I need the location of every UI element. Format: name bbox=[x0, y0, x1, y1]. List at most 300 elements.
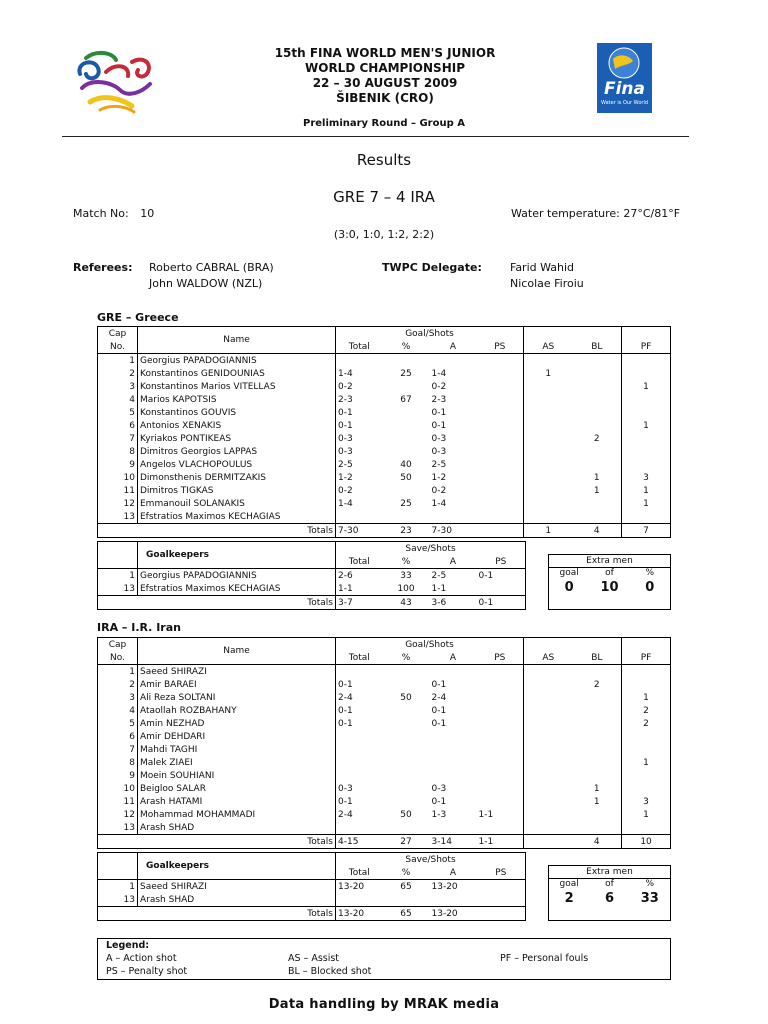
player-name: Emmanouil SOLANAKIS bbox=[138, 497, 336, 510]
goal-pct: 25 bbox=[400, 368, 412, 379]
totals-label: Totals bbox=[138, 835, 336, 849]
pf-header: PF bbox=[622, 340, 671, 354]
player-row bbox=[98, 367, 671, 380]
penalty-saves bbox=[477, 880, 526, 894]
goal-pct bbox=[383, 756, 430, 769]
goalkeepers-header: Goalkeepers bbox=[138, 542, 336, 569]
cap-number: 1 bbox=[98, 354, 138, 368]
personal-fouls bbox=[622, 510, 671, 524]
personal-fouls: 3 bbox=[622, 471, 671, 484]
player-row bbox=[98, 717, 671, 730]
penalty-shots bbox=[477, 419, 524, 432]
player-name: Dimonsthenis DERMITZAKIS bbox=[138, 471, 336, 484]
goal-total: 1-2 bbox=[336, 471, 383, 484]
player-name: Mahdi TAGHI bbox=[138, 743, 336, 756]
extra-men-values bbox=[549, 578, 670, 598]
extra-men-values bbox=[549, 889, 670, 909]
personal-fouls: 2 bbox=[622, 717, 671, 730]
action-shots bbox=[430, 769, 477, 782]
personal-fouls bbox=[622, 821, 671, 835]
player-row bbox=[98, 821, 671, 835]
goal-pct bbox=[383, 445, 430, 458]
blocked-shots bbox=[573, 808, 622, 821]
goalkeeper-name: Georgius PAPADOGIANNIS bbox=[138, 569, 336, 583]
goal-total: 0-1 bbox=[336, 704, 383, 717]
action-shots bbox=[430, 756, 477, 769]
goal-pct bbox=[383, 769, 430, 782]
cap-number: 9 bbox=[98, 769, 138, 782]
title-line: ŠIBENIK (CRO) bbox=[336, 91, 434, 105]
player-name: Moein SOUHIANI bbox=[138, 769, 336, 782]
penalty-shots bbox=[477, 445, 524, 458]
ps-header: PS bbox=[477, 340, 524, 354]
personal-fouls: 1 bbox=[622, 691, 671, 704]
cap-number: 5 bbox=[98, 406, 138, 419]
cap-number: 5 bbox=[98, 717, 138, 730]
extra-pct-value: 0 bbox=[645, 580, 655, 595]
total-header: Total bbox=[336, 866, 383, 880]
cap-number: 9 bbox=[98, 458, 138, 471]
player-row bbox=[98, 497, 671, 510]
assists bbox=[524, 756, 573, 769]
player-name: Marios KAPOTSIS bbox=[138, 393, 336, 406]
goal-total bbox=[336, 743, 383, 756]
goal-pct bbox=[383, 717, 430, 730]
action-shots: 0-1 bbox=[431, 796, 447, 807]
assists bbox=[524, 782, 573, 795]
goal-total: 0-1 bbox=[336, 678, 383, 691]
assists bbox=[524, 510, 573, 524]
assists bbox=[524, 484, 573, 497]
goal-shots-header: Goal/Shots bbox=[336, 327, 524, 341]
player-name: Dimitros TIGKAS bbox=[138, 484, 336, 497]
totals-label: Totals bbox=[138, 596, 336, 610]
penalty-shots bbox=[477, 406, 524, 419]
penalty-saves: 0-1 bbox=[477, 569, 526, 583]
action-shots: 0-3 bbox=[431, 433, 447, 444]
bl-header: BL bbox=[573, 651, 622, 665]
goal-pct bbox=[383, 678, 430, 691]
cap-header: Cap bbox=[98, 327, 138, 341]
player-row bbox=[98, 354, 671, 368]
gk-spacer bbox=[98, 866, 138, 880]
player-name: Ataollah ROZBAHANY bbox=[138, 704, 336, 717]
personal-fouls: 1 bbox=[622, 756, 671, 769]
totals-spacer bbox=[98, 596, 138, 610]
totals-a: 7-30 bbox=[430, 524, 477, 538]
goalkeeper-name: Arash SHAD bbox=[138, 893, 336, 907]
footer-credit: Data handling by MRAK media bbox=[268, 997, 500, 1012]
action-shots: 2-5 bbox=[431, 459, 447, 470]
action-shots: 0-1 bbox=[431, 407, 447, 418]
extra-men-labels bbox=[549, 879, 670, 889]
goalkeeper-rows bbox=[98, 880, 526, 907]
assists bbox=[524, 471, 573, 484]
total-header: Total bbox=[336, 651, 383, 665]
header-divider bbox=[62, 136, 689, 137]
action-shots bbox=[430, 743, 477, 756]
player-row bbox=[98, 380, 671, 393]
totals-pct: 27 bbox=[383, 835, 430, 849]
cap-number: 12 bbox=[98, 497, 138, 510]
title-line: 22 – 30 AUGUST 2009 bbox=[312, 76, 458, 90]
match-number bbox=[73, 207, 154, 220]
referee-name: Roberto CABRAL (BRA) bbox=[149, 261, 274, 274]
player-rows bbox=[98, 665, 671, 835]
action-shots: 0-1 bbox=[431, 705, 447, 716]
penalty-saves bbox=[477, 893, 526, 907]
penalty-shots bbox=[477, 795, 524, 808]
delegate-name: Nicolae Firoiu bbox=[510, 277, 584, 290]
championship-logo bbox=[72, 48, 158, 114]
save-total: 13-20 bbox=[336, 880, 383, 894]
goal-pct bbox=[383, 484, 430, 497]
cap-number: 10 bbox=[98, 471, 138, 484]
totals-spacer bbox=[98, 524, 138, 538]
personal-fouls: 1 bbox=[622, 484, 671, 497]
action-saves: 2-5 bbox=[430, 569, 477, 583]
player-name: Ali Reza SOLTANI bbox=[138, 691, 336, 704]
blank-header bbox=[622, 327, 671, 341]
goal-pct bbox=[383, 510, 430, 524]
goal-total: 0-3 bbox=[336, 782, 383, 795]
extra-goal-value: 0 bbox=[564, 580, 574, 595]
totals-spacer bbox=[98, 835, 138, 849]
goalkeeper-row bbox=[98, 893, 526, 907]
delegate-label: TWPC Delegate: bbox=[382, 261, 482, 274]
goal-pct bbox=[383, 730, 430, 743]
save-pct: 100 bbox=[397, 583, 415, 594]
personal-fouls bbox=[622, 458, 671, 471]
goal-pct bbox=[383, 406, 430, 419]
penalty-saves bbox=[477, 582, 526, 596]
championship-title bbox=[220, 46, 550, 106]
goal-total: 0-3 bbox=[336, 432, 383, 445]
cap-number: 11 bbox=[98, 795, 138, 808]
player-row bbox=[98, 704, 671, 717]
legend-box bbox=[97, 938, 671, 980]
cap-number: 1 bbox=[98, 880, 138, 894]
goalkeeper-row bbox=[98, 880, 526, 894]
action-shots bbox=[430, 821, 477, 835]
blocked-shots bbox=[573, 717, 622, 730]
cap-number: 12 bbox=[98, 808, 138, 821]
action-shots: 1-4 bbox=[431, 368, 447, 379]
goal-pct bbox=[383, 380, 430, 393]
player-row bbox=[98, 795, 671, 808]
player-row bbox=[98, 432, 671, 445]
personal-fouls bbox=[622, 743, 671, 756]
referee-name: John WALDOW (NZL) bbox=[149, 277, 263, 290]
action-shots: 0-2 bbox=[431, 381, 447, 392]
period-scores: (3:0, 1:0, 1:2, 2:2) bbox=[333, 228, 435, 241]
personal-fouls: 1 bbox=[622, 380, 671, 393]
player-name: Mohammad MOHAMMADI bbox=[138, 808, 336, 821]
match-number-value: 10 bbox=[140, 207, 155, 220]
blocked-shots bbox=[573, 354, 622, 368]
player-name: Amir BARAEI bbox=[138, 678, 336, 691]
gk-spacer bbox=[98, 542, 138, 556]
legend-item: AS – Assist bbox=[288, 953, 340, 964]
fina-logo-text: Fina bbox=[603, 79, 645, 99]
cap-number: 8 bbox=[98, 756, 138, 769]
blocked-shots bbox=[573, 497, 622, 510]
blocked-shots: 1 bbox=[573, 484, 622, 497]
action-shots bbox=[430, 510, 477, 524]
penalty-shots bbox=[477, 458, 524, 471]
assists bbox=[524, 497, 573, 510]
goal-pct bbox=[383, 432, 430, 445]
assists bbox=[524, 678, 573, 691]
assists bbox=[524, 432, 573, 445]
globe-icon bbox=[597, 43, 652, 79]
penalty-shots bbox=[477, 678, 524, 691]
action-shots: 2-3 bbox=[431, 394, 447, 405]
save-pct bbox=[383, 893, 430, 907]
player-row bbox=[98, 743, 671, 756]
no-header: No. bbox=[98, 651, 138, 665]
blocked-shots: 1 bbox=[573, 795, 622, 808]
penalty-shots bbox=[477, 756, 524, 769]
player-row bbox=[98, 808, 671, 821]
cap-number: 1 bbox=[98, 569, 138, 583]
player-row bbox=[98, 445, 671, 458]
of-label: of bbox=[605, 879, 614, 889]
personal-fouls bbox=[622, 367, 671, 380]
personal-fouls bbox=[622, 665, 671, 679]
blocked-shots bbox=[573, 691, 622, 704]
title-line: WORLD CHAMPIONSHIP bbox=[305, 61, 465, 75]
goal-shots-header: Goal/Shots bbox=[336, 638, 524, 652]
cap-number: 2 bbox=[98, 678, 138, 691]
results-title: Results bbox=[356, 151, 412, 169]
totals-pf: 7 bbox=[622, 524, 671, 538]
personal-fouls: 1 bbox=[622, 808, 671, 821]
action-shots: 0-1 bbox=[431, 679, 447, 690]
action-shots: 0-3 bbox=[431, 783, 447, 794]
goal-total: 0-1 bbox=[336, 419, 383, 432]
goalkeepers-table bbox=[97, 852, 526, 921]
personal-fouls: 2 bbox=[622, 704, 671, 717]
a-header: A bbox=[430, 555, 477, 569]
penalty-shots bbox=[477, 354, 524, 368]
match-score: GRE 7 – 4 IRA bbox=[333, 188, 435, 206]
goal-pct bbox=[383, 743, 430, 756]
cap-number: 3 bbox=[98, 691, 138, 704]
name-header: Name bbox=[138, 327, 336, 354]
totals-ps bbox=[477, 524, 524, 538]
cap-number: 1 bbox=[98, 665, 138, 679]
goal-pct: 50 bbox=[400, 692, 412, 703]
personal-fouls: 1 bbox=[622, 497, 671, 510]
cap-number: 7 bbox=[98, 432, 138, 445]
goal-pct bbox=[383, 704, 430, 717]
penalty-shots bbox=[477, 380, 524, 393]
assists bbox=[524, 393, 573, 406]
blocked-shots bbox=[573, 380, 622, 393]
totals-as bbox=[524, 835, 573, 849]
blocked-shots bbox=[573, 730, 622, 743]
gk-totals-pct: 43 bbox=[383, 596, 430, 610]
save-pct: 65 bbox=[383, 880, 430, 894]
pct-label: % bbox=[645, 879, 655, 889]
blocked-shots bbox=[573, 704, 622, 717]
round-subtitle: Preliminary Round – Group A bbox=[303, 118, 465, 129]
a-header: A bbox=[430, 866, 477, 880]
assists bbox=[524, 380, 573, 393]
blank-header bbox=[524, 638, 622, 652]
assists bbox=[524, 458, 573, 471]
totals-spacer bbox=[98, 907, 138, 921]
referees-label: Referees: bbox=[73, 261, 133, 274]
penalty-shots bbox=[477, 743, 524, 756]
totals-pct: 23 bbox=[383, 524, 430, 538]
personal-fouls: 3 bbox=[622, 795, 671, 808]
total-header: Total bbox=[336, 340, 383, 354]
penalty-shots bbox=[477, 769, 524, 782]
action-shots bbox=[430, 730, 477, 743]
action-shots: 0-1 bbox=[431, 718, 447, 729]
legend-item: BL – Blocked shot bbox=[288, 966, 372, 977]
gk-totals-a: 3-6 bbox=[430, 596, 477, 610]
ps-header: PS bbox=[477, 866, 526, 880]
team-title: GRE – Greece bbox=[97, 311, 179, 324]
pct-header: % bbox=[383, 866, 430, 880]
legend-title: Legend: bbox=[106, 940, 150, 951]
action-shots: 2-4 bbox=[431, 692, 447, 703]
blank-header bbox=[622, 638, 671, 652]
goalkeeper-name: Saeed SHIRAZI bbox=[138, 880, 336, 894]
player-name: Konstantinos Marios VITELLAS bbox=[138, 380, 336, 393]
blocked-shots: 2 bbox=[573, 678, 622, 691]
player-row bbox=[98, 393, 671, 406]
blocked-shots bbox=[573, 769, 622, 782]
personal-fouls bbox=[622, 354, 671, 368]
extra-men-box bbox=[548, 554, 671, 610]
water-temperature: Water temperature: 27°C/81°F bbox=[511, 207, 681, 220]
blocked-shots bbox=[573, 510, 622, 524]
blocked-shots bbox=[573, 393, 622, 406]
match-number-label: Match No: bbox=[73, 207, 129, 220]
totals-label: Totals bbox=[138, 524, 336, 538]
personal-fouls bbox=[622, 432, 671, 445]
cap-number: 6 bbox=[98, 730, 138, 743]
action-shots bbox=[430, 665, 477, 679]
action-shots bbox=[430, 354, 477, 368]
player-row bbox=[98, 484, 671, 497]
delegate-name: Farid Wahid bbox=[510, 261, 575, 274]
extra-men-box bbox=[548, 865, 671, 921]
personal-fouls bbox=[622, 782, 671, 795]
goal-total: 0-1 bbox=[336, 795, 383, 808]
player-name: Saeed SHIRAZI bbox=[138, 665, 336, 679]
blocked-shots bbox=[573, 458, 622, 471]
personal-fouls bbox=[622, 769, 671, 782]
player-row bbox=[98, 756, 671, 769]
save-shots-header: Save/Shots bbox=[336, 542, 526, 556]
penalty-shots: 1-1 bbox=[477, 808, 524, 821]
totals-total: 7-30 bbox=[336, 524, 383, 538]
player-row bbox=[98, 419, 671, 432]
title-line: 15th FINA WORLD MEN'S JUNIOR bbox=[274, 46, 496, 60]
goal-pct: 50 bbox=[400, 472, 412, 483]
player-name: Konstantinos GOUVIS bbox=[138, 406, 336, 419]
cap-number: 4 bbox=[98, 393, 138, 406]
goal-total bbox=[336, 354, 383, 368]
personal-fouls: 1 bbox=[622, 419, 671, 432]
blocked-shots: 1 bbox=[573, 471, 622, 484]
team-title: IRA – I.R. Iran bbox=[97, 621, 181, 634]
goal-label: goal bbox=[559, 879, 579, 889]
goal-total bbox=[336, 510, 383, 524]
player-name: Amin NEZHAD bbox=[138, 717, 336, 730]
penalty-shots bbox=[477, 730, 524, 743]
gk-spacer bbox=[98, 853, 138, 867]
penalty-shots bbox=[477, 497, 524, 510]
pct-header: % bbox=[383, 651, 430, 665]
goal-pct bbox=[383, 782, 430, 795]
goal-total bbox=[336, 665, 383, 679]
team-stats-table bbox=[97, 326, 671, 538]
blocked-shots bbox=[573, 406, 622, 419]
action-saves bbox=[430, 893, 477, 907]
save-shots-header: Save/Shots bbox=[336, 853, 526, 867]
save-total: 2-6 bbox=[336, 569, 383, 583]
totals-total: 4-15 bbox=[336, 835, 383, 849]
pct-label: % bbox=[645, 568, 655, 578]
goalkeeper-row bbox=[98, 582, 526, 596]
player-name: Beigloo SALAR bbox=[138, 782, 336, 795]
totals-bl: 4 bbox=[573, 835, 622, 849]
assists bbox=[524, 406, 573, 419]
penalty-shots bbox=[477, 717, 524, 730]
totals-ps: 1-1 bbox=[477, 835, 524, 849]
action-saves: 1-1 bbox=[431, 583, 447, 594]
assists bbox=[524, 808, 573, 821]
player-name: Amir DEHDARI bbox=[138, 730, 336, 743]
cap-number: 13 bbox=[98, 582, 138, 596]
assists bbox=[524, 691, 573, 704]
cap-header: Cap bbox=[98, 638, 138, 652]
save-pct: 33 bbox=[383, 569, 430, 583]
goal-total bbox=[336, 756, 383, 769]
blocked-shots bbox=[573, 743, 622, 756]
assists bbox=[524, 795, 573, 808]
goal-total: 2-4 bbox=[336, 808, 383, 821]
goal-pct bbox=[383, 354, 430, 368]
player-name: Angelos VLACHOPOULUS bbox=[138, 458, 336, 471]
assists bbox=[524, 665, 573, 679]
player-row bbox=[98, 458, 671, 471]
penalty-shots bbox=[477, 704, 524, 717]
goal-pct: 50 bbox=[400, 809, 412, 820]
gk-spacer bbox=[98, 555, 138, 569]
totals-as: 1 bbox=[524, 524, 573, 538]
penalty-shots bbox=[477, 367, 524, 380]
goal-total: 2-4 bbox=[336, 691, 383, 704]
player-row bbox=[98, 769, 671, 782]
action-shots: 1-4 bbox=[431, 498, 447, 509]
cap-number: 3 bbox=[98, 380, 138, 393]
extra-of-value: 10 bbox=[600, 580, 619, 595]
goal-total: 0-2 bbox=[336, 484, 383, 497]
cap-number: 7 bbox=[98, 743, 138, 756]
player-name: Arash HATAMI bbox=[138, 795, 336, 808]
fina-logo-tagline: Water is Our World bbox=[600, 100, 649, 106]
blocked-shots bbox=[573, 756, 622, 769]
player-row bbox=[98, 678, 671, 691]
player-row bbox=[98, 730, 671, 743]
